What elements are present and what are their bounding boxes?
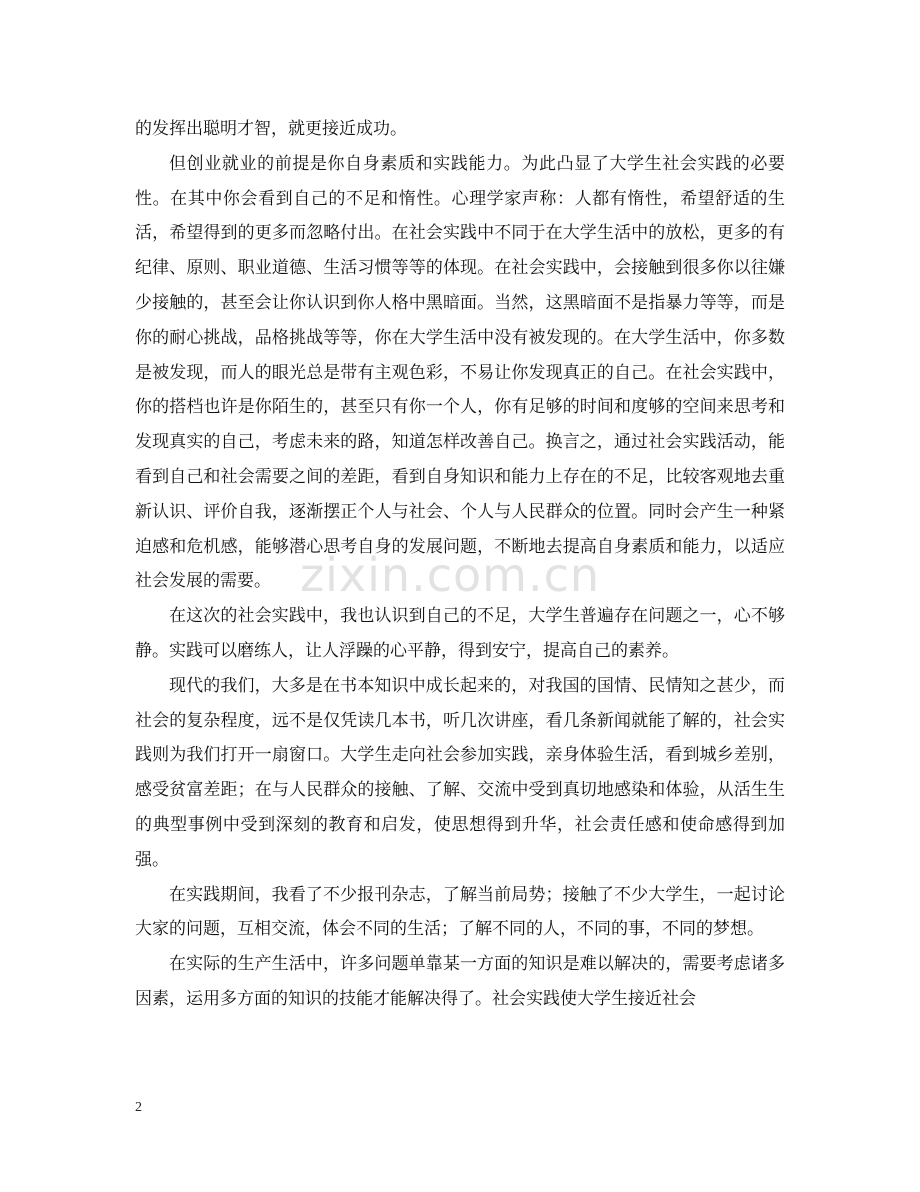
paragraph-1: 的发挥出聪明才智，就更接近成功。 <box>135 119 407 139</box>
watermark: zixin.com.cn <box>300 548 601 602</box>
paragraph-2: 但创业就业的前提是你自身素质和实践能力。为此凸显了大学生社会实践的必要性。在其中你会看到自己的不足和惰性。心理学家声称：人都有惰性，希望舒适的生活，希望得到的更多而忽略付出。在社会实践中不同于在大学生活中的放松，更多的有纪律、原则、职业道德、生活习惯等等的体现。在社会实践中，会接触到很多你以往嫌少接触的，甚至会让你认识到你人格中黑暗面。当然，这黑暗面不是指暴力等等，而是你的耐心挑战，品格挑战等等，你在大学生活中没有被发现的。在大学生活中，你多数是被发现，而人的眼光总是带有主观色彩，不易让你发现真正的自己。在社会实践中，你的搭档也许是你陌生的，甚至只有你一个人，你有足够的时间和度够的空间来思考和发现真实的自己，考虑未来的路，知道怎样改善自己。换言之，通过社会实践活动，能看到自己和社会需要之间的差距，看到自身知识和能力上存在的不足，比较客观地去重新认识、评价自我，逐渐摆正个人与社会、个人与人民群众的位置。同时会产生一种紧迫感和危机感，能够潜心思考自身的发展问题，不断地去提高自身素质和能力，以适应社会发展的需要。 <box>135 153 785 592</box>
paragraph-6: 在实际的生产生活中，许多问题单靠某一方面的知识是难以解决的，需要考虑诸多因素，运用多方面的知识的技能才能解决得了。社会实践使大学生接近社会 <box>135 954 785 1009</box>
body-text <box>135 112 785 1017</box>
paragraph-3: 在这次的社会实践中，我也认识到自己的不足，大学生普遍存在问题之一，心不够静。实践可以磨练人，让人浮躁的心平静，得到安宁，提高自己的素养。 <box>135 606 785 661</box>
paragraph-4: 现代的我们，大多是在书本知识中成长起来的，对我国的国情、民情知之甚少，而社会的复杂程度，远不是仅凭读几本书，听几次讲座，看几条新闻就能了解的，社会实践则为我们打开一扇窗口。大学生走向社会参加实践，亲身体验生活，看到城乡差别，感受贫富差距；在与人民群众的接触、了解、交流中受到真切地感染和体验，从活生生的典型事例中受到深刻的教育和启发，使思想得到升华，社会责任感和使命感得到加强。 <box>135 675 785 870</box>
paragraph-5: 在实践期间，我看了不少报刊杂志，了解当前局势；接触了不少大学生，一起讨论大家的问题，互相交流，体会不同的生活；了解不同的人，不同的事，不同的梦想。 <box>135 884 785 940</box>
page-number: 2 <box>135 1100 142 1115</box>
